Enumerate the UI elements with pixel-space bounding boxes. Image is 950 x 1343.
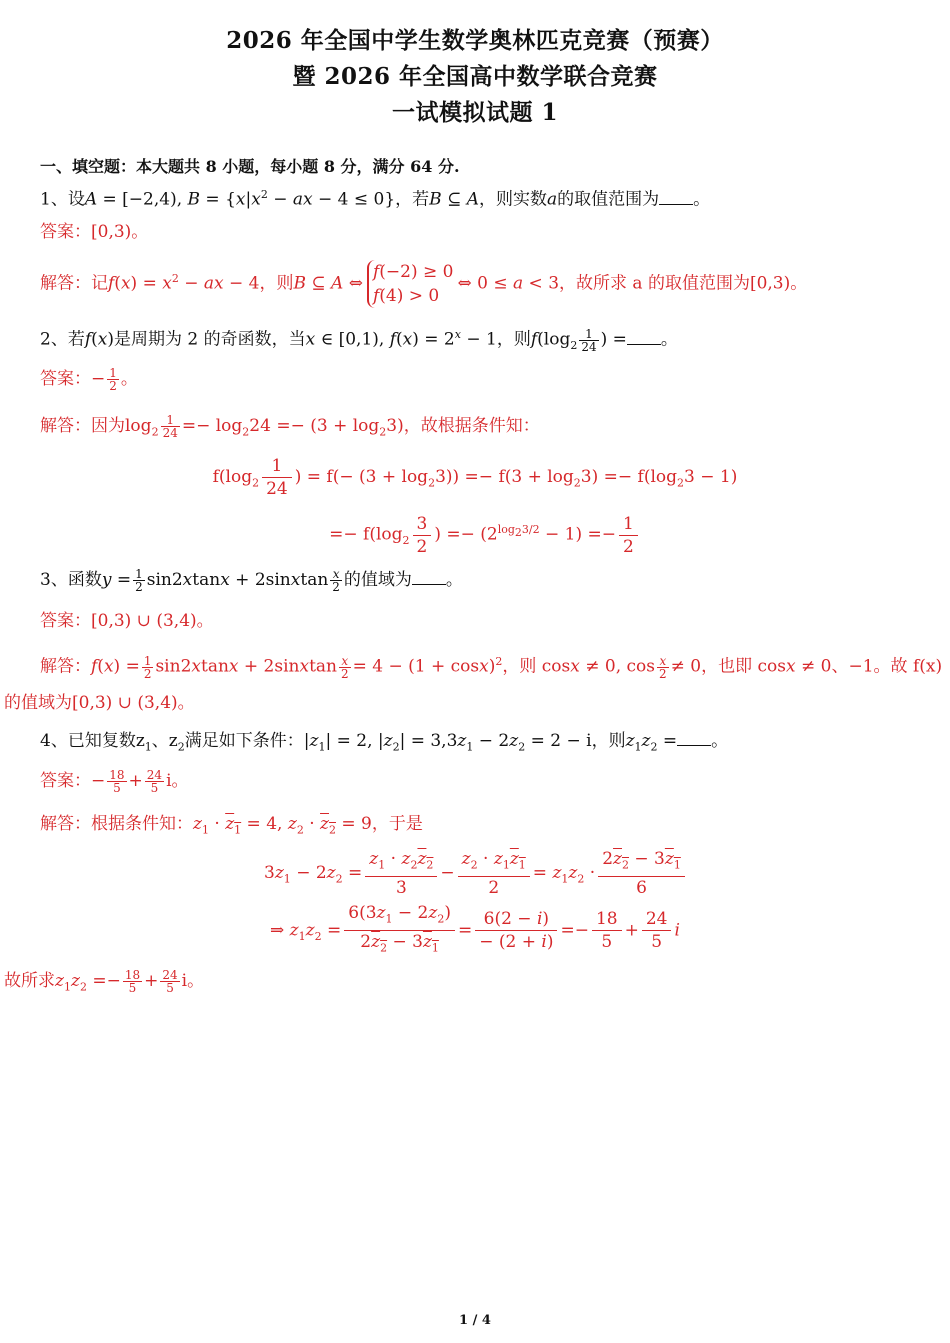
answer-value: [0,3) ∪ (3,4)。 (91, 611, 214, 631)
problem-3-answer (40, 608, 942, 634)
problem-4-conclusion: 故所求$z_1z_2$ =− $\frac{18}{5}$ + $\frac{24}{5}$ i。 (4, 968, 205, 995)
problem-4-derivation-1: $3z_1 - 2z_2$ = $\frac{z_1 \cdot z_2z_2}{3}$ − $\frac{z_2 \cdot z_1z_1}{2}$ = $z_1z_2$ · $\frac{2z_2 - 3z_1}{6}$ (264, 846, 942, 900)
problem-1-solution: 解答：记$f(x) = x^2$ − ax − 4，则B ⊆ A ⇔ f(−2) ≥ 0 f(4) > 0 ⇔ 0 ≤ a < 3，故所求 a 的取值范围为[0,3)。 (40, 262, 808, 307)
conclusion-label: 故所求 (4, 971, 55, 991)
solution-label: 解答： (40, 273, 91, 294)
problem-2-derivation-1: $f(\log_2$ $\frac{1}{24}$ ) = $f(- (3 + \log_23)) =- f(3 + \log_23) =- f(\log_23 - 1)$ (212, 456, 738, 499)
problem-2-answer: 答案：− $\frac{1}{2}$ 。 (40, 366, 138, 393)
title-line-1: 2026 年全国中学生数学奥林匹克竞赛（预赛） (226, 27, 724, 54)
problem-3-solution: 解答：f(x) = $\frac{1}{2}$ sin2xtanx + 2sinxtan $\frac{x}{2}$ = $4 - (1 + \cos x)^2$，则 cosx ≠ 0, cos $\frac{x}{2}$ ≠ 0，也即 cosx ≠ 0、−1。故 f(x) (40, 653, 943, 681)
problem-1-number: 1、 (40, 189, 68, 210)
solution-label: 解答： (40, 656, 91, 677)
solution-text: 根据条件知： (91, 814, 193, 834)
solution-label: 解答： (40, 814, 91, 834)
problem-3: 3、函数y = $\frac{1}{2}$ sin2xtanx + 2sinxtan $\frac{x}{2}$ 的值域为 。 (40, 567, 463, 594)
problem-3-solution-cont: 的值域为[0,3) ∪ (3,4)。 (4, 693, 195, 713)
answer-label: 答案： (40, 222, 91, 242)
section-heading: 一、填空题：本大题共 8 小题，每小题 8 分，满分 64 分. (40, 157, 460, 176)
answer-label: 答案： (40, 611, 91, 631)
problem-1-answer (40, 219, 942, 245)
problem-4-derivation-2: ⇒ $z_1z_2$ = $\frac{6(3z_1 - 2z_2)}{2z_2 - 3z_1}$ = $\frac{6(2 - i)}{- (2 + i)}$ =− $\frac{18}{5}$ + $\frac{24}{5}$ i (270, 903, 680, 955)
problem-4-solution: 解答：根据条件知：$z_1 \cdot z_1 = 4$, $z_2 \cdot z_2 = 9$，于是 (40, 814, 423, 837)
title-line-2: 暨 2026 年全国高中数学联合竞赛 (292, 63, 658, 90)
problem-2: 2、若f(x)是周期为 2 的奇函数，当x ∈ [0,1), $f(x) = 2^x - 1$，则$f(\log_2$ $\frac{1}{24}$ ) = 。 (40, 326, 678, 354)
problem-2-derivation-2: =− $f(\log_2$ $\frac{3}{2}$ ) =− $(2^{log_23/2} - 1)$ =− $\frac{1}{2}$ (0, 505, 950, 555)
answer-value: [0,3)。 (91, 222, 149, 242)
problem-4-number: 4、 (40, 731, 68, 751)
problem-2-solution: 解答：因为$\log_2$ $\frac{1}{24}$ =− $\log_224 =- (3 + \log_23)$，故根据条件知： (40, 413, 540, 440)
solution-label: 解答： (40, 416, 91, 436)
problem-3-number: 3、 (40, 570, 68, 590)
problem-2-number: 2、 (40, 329, 68, 350)
solution-tail: 故所求 a 的取值范围为[0,3)。 (576, 273, 808, 294)
condition-system: f(−2) ≥ 0 f(4) > 0 (367, 260, 454, 308)
answer-label: 答案： (40, 369, 91, 389)
answer-label: 答案： (40, 771, 91, 791)
solution-text: 故根据条件知： (420, 416, 540, 436)
problem-4-answer: 答案：− $\frac{18}{5}$ + $\frac{24}{5}$ i。 (40, 768, 189, 795)
title-line-3: 一试模拟试题 1 (391, 99, 558, 126)
problem-1: 1、设A = [−2,4), $B = \{x|x^2$ − ax − 4 ≤ 0}，若B ⊆ A，则实数a的取值范围为 。 (40, 188, 711, 210)
problem-4: 4、已知复数$z_1$、$z_2$满足如下条件：$|z_1| = 2$, $|z_2| = 3,3z_1 - 2z_2 = 2 - i$，则$z_1z_2$ = 。 (40, 731, 729, 754)
page-number: 1 / 4 (459, 1313, 491, 1328)
